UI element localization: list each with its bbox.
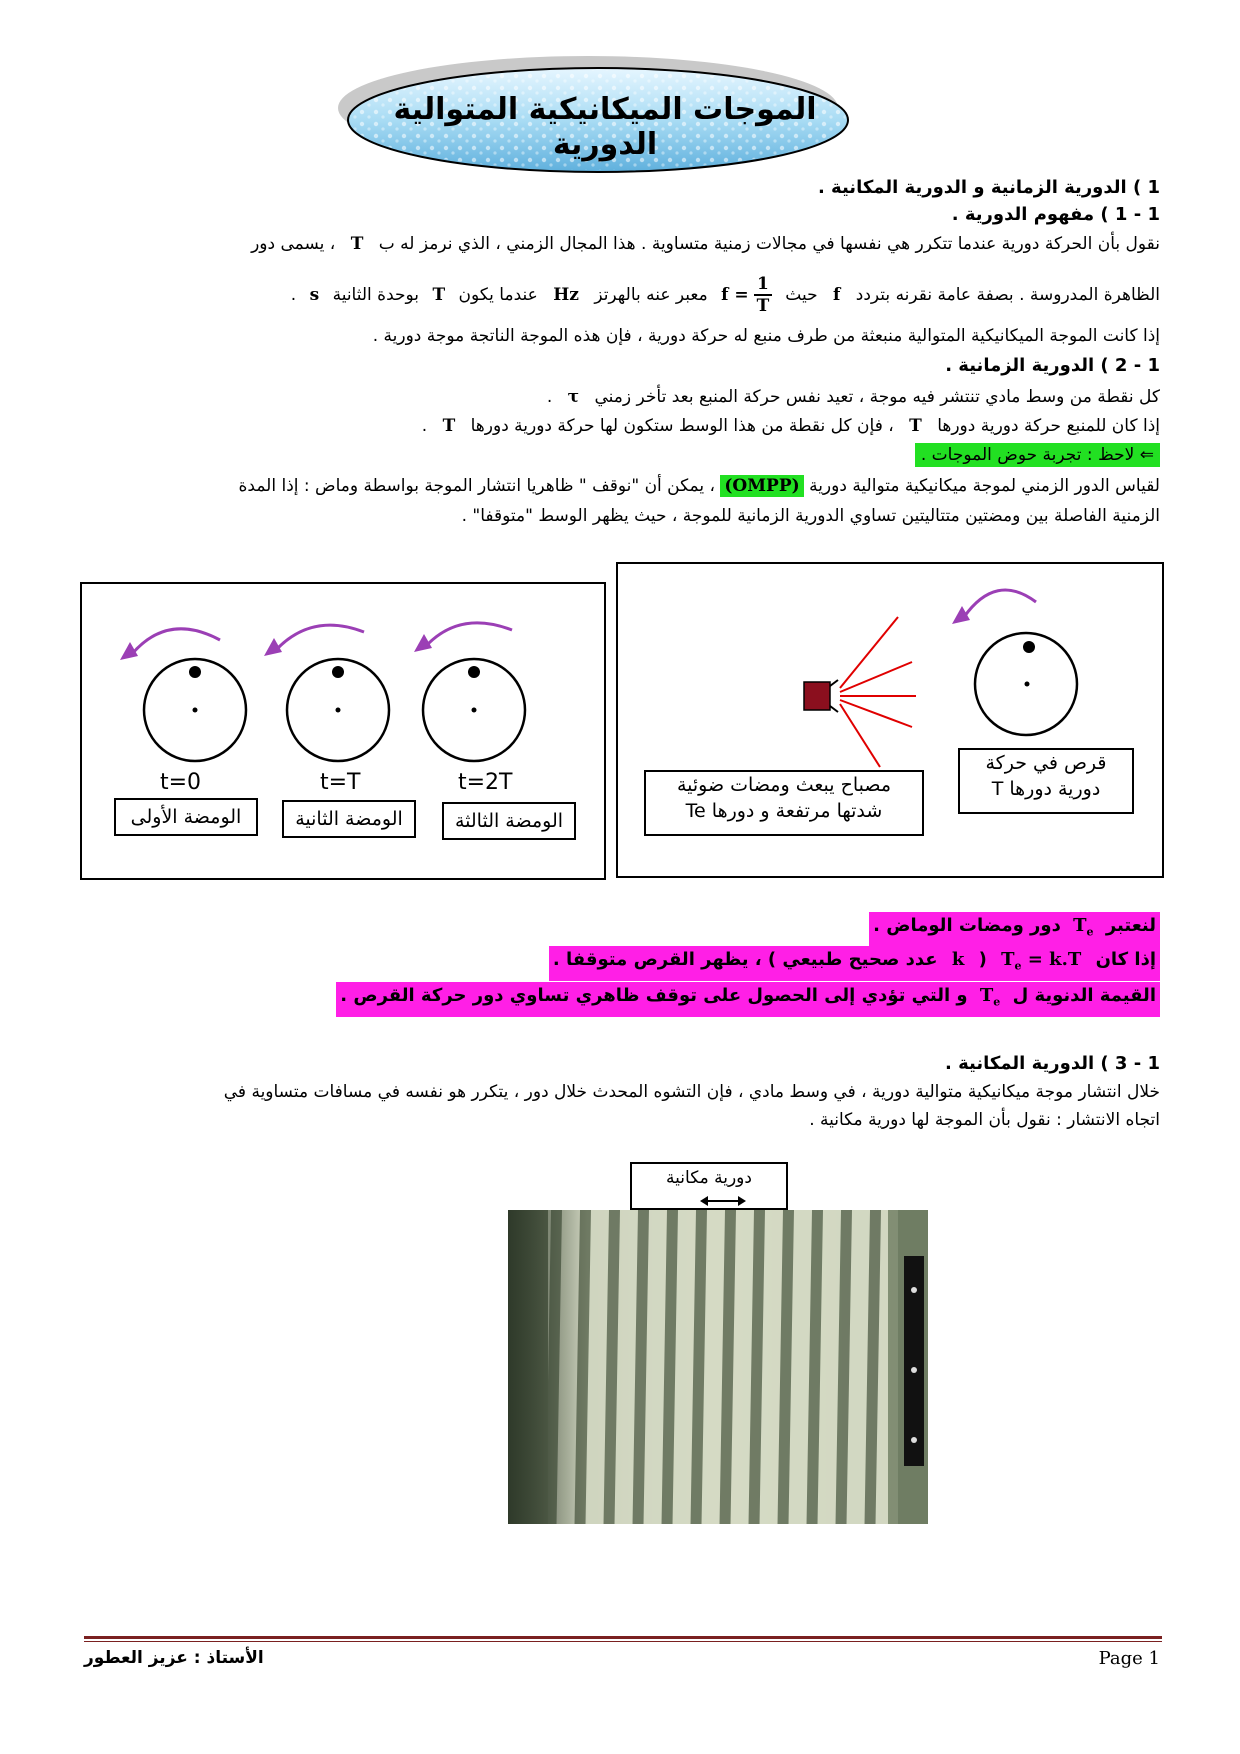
- subsection-heading: 1 - 3 ) الدورية المكانية .: [944, 1053, 1160, 1074]
- time-label: t=T: [320, 770, 361, 795]
- paragraph-formula: الظاهرة المدروسة . بصفة عامة نقرنه بتردد f حيث f = $\frac{1}{T}$ معبر عنه بالهرتز Hz عندما يكون T بوحدة الثانية s .: [290, 274, 1160, 316]
- flash-caption: الومضة الثالثة: [442, 802, 576, 840]
- paragraph: كل نقطة من وسط مادي تنتشر فيه موجة ، تعيد نفس حركة المنبع بعد تأخر زمني τ .: [546, 387, 1160, 407]
- disc-t2T: [414, 623, 525, 761]
- ripple-tank-photo: [508, 1210, 928, 1524]
- time-label: t=0: [160, 770, 202, 795]
- disc-caption: قرص في حركة دورية دورها T: [958, 748, 1134, 814]
- statement-highlight: لنعتبر $T_e$ دور ومضات الوماض .: [869, 912, 1160, 947]
- flash-caption: الومضة الأولى: [114, 798, 258, 836]
- flash-caption: الومضة الثانية: [282, 800, 416, 838]
- paragraph: نقول بأن الحركة دورية عندما تتكرر هي نفسها في مجالات زمنية متساوية . هذا المجال الزمني ، الذي نرمز له ب T ، يسمى دور: [251, 234, 1160, 254]
- section-heading: 1 ) الدورية الزمانية و الدورية المكانية .: [817, 177, 1160, 198]
- disc-t0: [120, 629, 246, 761]
- statement: [80, 982, 1160, 1017]
- lamp-caption: مصباح يبعث ومضات ضوئية شدتها مرتفعة و دورها Te: [644, 770, 924, 836]
- paragraph: خلال انتشار موجة ميكانيكية متوالية دورية ، في وسط مادي ، فإن التشوه المحدث خلال دور ، يتكرر هو نفسه في مسافات متساوية في: [223, 1082, 1160, 1102]
- footer-page-number: Page 1: [1098, 1648, 1160, 1669]
- note-highlight: ⇐ لاحظ : تجربة حوض الموجات .: [915, 443, 1160, 467]
- statement: [80, 912, 1160, 947]
- paragraph: إذا كان للمنبع حركة دورية دورها T ، فإن كل نقطة من هذا الوسط ستكون لها حركة دورية دورها T .: [421, 416, 1160, 436]
- footer-author: الأستاذ : عزيز العطور: [84, 1648, 264, 1668]
- frequency-formula: f = $\frac{1}{T}$: [721, 274, 772, 316]
- footer-rule: [84, 1636, 1162, 1639]
- double-arrow-icon: [700, 1194, 746, 1208]
- spatial-period-label: دورية مكانية: [630, 1162, 788, 1210]
- statement: [80, 946, 1160, 981]
- subsection-heading: 1 - 2 ) الدورية الزمانية .: [945, 355, 1160, 376]
- page-title: الموجات الميكانيكية المتوالية الدورية: [393, 92, 817, 162]
- disc-tT: [264, 625, 389, 761]
- paragraph: لقياس الدور الزمني لموجة ميكانيكية متوالية دورية (OMPP) ، يمكن أن "نوقف " ظاهريا انتشار الموجة بواسطة وماض : إذا المدة: [238, 476, 1160, 496]
- footer-rule-thin: [84, 1641, 1162, 1642]
- statement-highlight: إذا كان $T_e = k.T$ ( k عدد صحيح طبيعي ) ، يظهر القرص متوقفا .: [549, 946, 1160, 981]
- paragraph: إذا كانت الموجة الميكانيكية المتوالية منبعثة من طرف منبع له حركة دورية ، فإن هذه الموجة الناتجة موجة دورية .: [372, 326, 1160, 346]
- subsection-heading: 1 - 1 ) مفهوم الدورية .: [951, 204, 1160, 225]
- paragraph: اتجاه الانتشار : نقول بأن الموجة لها دورية مكانية .: [809, 1110, 1160, 1130]
- note: [80, 443, 1160, 467]
- paragraph: الزمنية الفاصلة بين ومضتين متتاليتين تساوي الدورية الزمانية للموجة ، حيث يظهر الوسط "متوقفا" .: [461, 506, 1160, 526]
- time-label: t=2T: [458, 770, 513, 795]
- statement-highlight: القيمة الدنوية ل $T_e$ و التي تؤدي إلى الحصول على توقف ظاهري تساوي دور حركة القرص .: [336, 982, 1160, 1017]
